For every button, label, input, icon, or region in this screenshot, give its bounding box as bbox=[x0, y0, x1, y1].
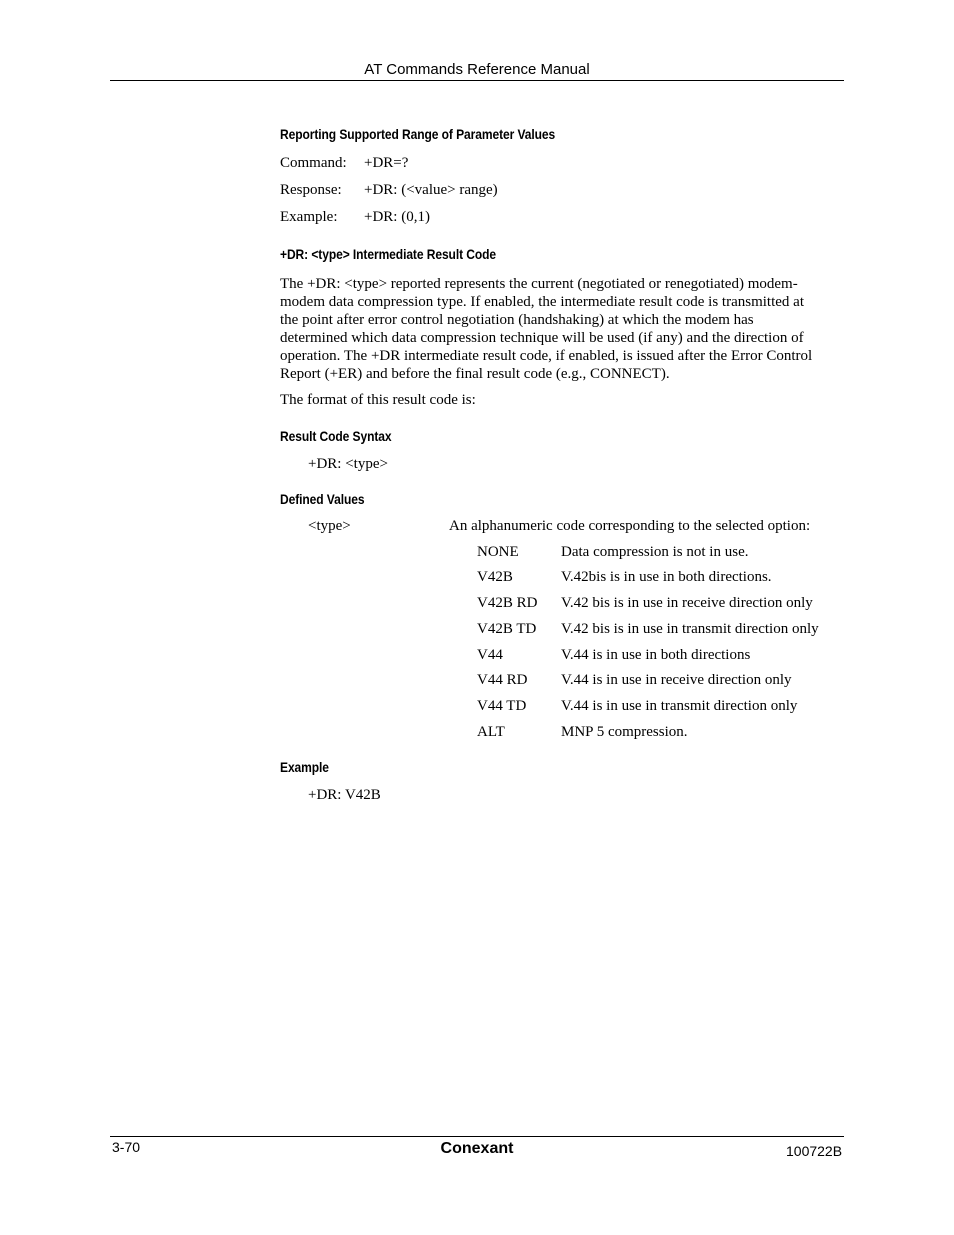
example-value: +DR: (0,1) bbox=[364, 209, 430, 225]
header-rule bbox=[110, 80, 844, 81]
option-description: V.44 is in use in transmit direction only bbox=[561, 698, 798, 714]
response-label: Response: bbox=[280, 182, 342, 198]
option-code: V42B TD bbox=[477, 621, 537, 637]
option-description: Data compression is not in use. bbox=[561, 544, 749, 560]
syntax-code: +DR: <type> bbox=[308, 456, 388, 472]
option-code: V44 bbox=[477, 647, 503, 663]
paragraph-line: the point after error control negotiation (handshaking) at which the modem has bbox=[280, 312, 754, 328]
param-name: <type> bbox=[308, 518, 351, 534]
command-value: +DR=? bbox=[364, 155, 409, 171]
option-description: V.44 is in use in both directions bbox=[561, 647, 751, 663]
header-title: AT Commands Reference Manual bbox=[364, 61, 590, 78]
section-heading-supported-range: Reporting Supported Range of Parameter Values bbox=[280, 126, 556, 142]
option-description: MNP 5 compression. bbox=[561, 724, 688, 740]
company-name: Conexant bbox=[440, 1140, 514, 1157]
doc-number: 100722B bbox=[786, 1143, 843, 1159]
option-code: V42B bbox=[477, 569, 513, 585]
section-heading-example: Example bbox=[280, 759, 329, 775]
option-description: V.42 bis is in use in transmit direction only bbox=[561, 621, 819, 637]
page-number: 3-70 bbox=[112, 1139, 141, 1155]
option-code: ALT bbox=[477, 724, 505, 740]
description-paragraph bbox=[280, 275, 840, 383]
paragraph-line: The +DR: <type> reported represents the current (negotiated or renegotiated) modem- bbox=[280, 276, 798, 292]
option-description: V.44 is in use in receive direction only bbox=[561, 672, 792, 688]
paragraph-line: Report (+ER) and before the final result code (e.g., CONNECT). bbox=[280, 366, 670, 382]
section-heading-defined-values: Defined Values bbox=[280, 491, 365, 507]
section-heading-syntax: Result Code Syntax bbox=[280, 428, 392, 444]
paragraph-line: modem data compression type. If enabled, the intermediate result code is transmitted at bbox=[280, 294, 804, 310]
command-label: Command: bbox=[280, 155, 347, 171]
format-text: The format of this result code is: bbox=[280, 392, 476, 408]
paragraph-line: determined which data compression technique will be used (if any) and the direction of bbox=[280, 330, 804, 346]
response-value: +DR: (<value> range) bbox=[364, 182, 498, 198]
option-code: V44 RD bbox=[477, 672, 528, 688]
option-description: V.42bis is in use in both directions. bbox=[561, 569, 772, 585]
option-code: V44 TD bbox=[477, 698, 527, 714]
example-label: Example: bbox=[280, 209, 338, 225]
param-description: An alphanumeric code corresponding to the selected option: bbox=[449, 518, 811, 534]
paragraph-line: operation. The +DR intermediate result code, if enabled, is issued after the Error Control bbox=[280, 348, 813, 364]
section-heading-intermediate-result: +DR: <type> Intermediate Result Code bbox=[280, 246, 497, 262]
example-code: +DR: V42B bbox=[308, 787, 381, 803]
footer-rule bbox=[110, 1136, 844, 1137]
option-description: V.42 bis is in use in receive direction only bbox=[561, 595, 813, 611]
option-code: V42B RD bbox=[477, 595, 538, 611]
option-code: NONE bbox=[477, 544, 519, 560]
